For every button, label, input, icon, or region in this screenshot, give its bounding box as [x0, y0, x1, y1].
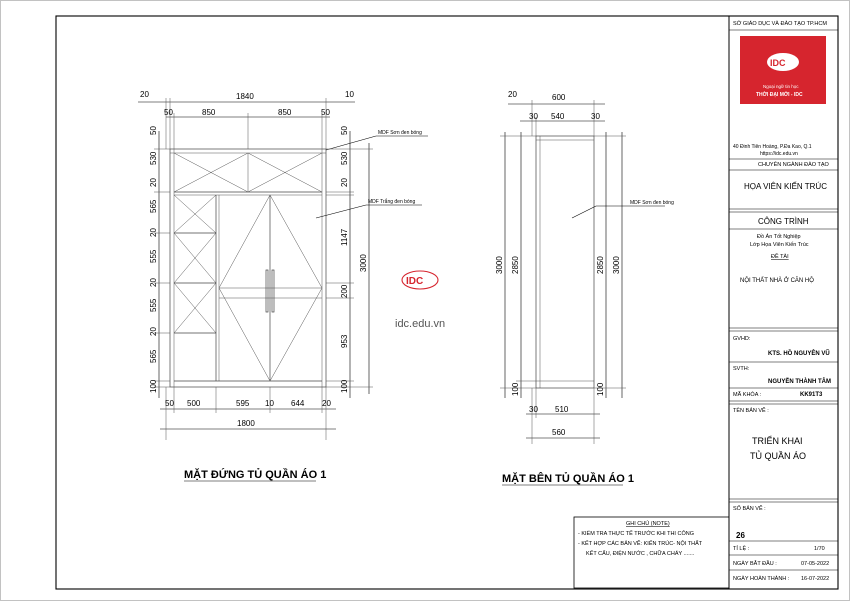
tb-dept: SỞ GIÁO DỤC VÀ ĐÀO TẠO TP.HCM [733, 21, 827, 27]
tb-topic: NỘI THẤT NHÀ Ở CĂN HỘ [740, 278, 814, 284]
front-top-dim-4: 50 [164, 108, 173, 117]
door-handle-right [272, 270, 274, 312]
front-bottom-dim-6: 20 [322, 399, 331, 408]
watermark-url: idc.edu.vn [395, 318, 446, 330]
tb-logo-sub-1: Ngoại ngữ tin học [763, 84, 799, 89]
front-top-dim-5: 850 [202, 108, 216, 117]
front-left-dim-6: 555 [149, 249, 158, 263]
title-block [729, 16, 838, 589]
front-right-dim-2: 530 [340, 151, 349, 165]
notes-title: GHI CHÚ (NOTE) [626, 521, 670, 527]
tb-sheet-name-label: TÊN BẢN VẼ : [733, 408, 769, 414]
side-bottom-dim-1: 30 [529, 405, 538, 414]
tb-sheet-no-label: SỐ BẢN VẼ : [733, 506, 766, 512]
front-top-dim-3: 10 [345, 90, 354, 99]
side-top-dim-4: 540 [551, 112, 565, 121]
front-right-dim-1: 50 [340, 126, 349, 135]
front-view-title: MẶT ĐỨNG TỦ QUẦN ÁO 1 [184, 469, 327, 481]
side-top-dim-2: 600 [552, 93, 566, 102]
front-left-dim-8: 555 [149, 298, 158, 312]
tb-website: https://idc.edu.vn [760, 151, 798, 157]
front-top-dim-7: 50 [321, 108, 330, 117]
side-right-dim-3: 100 [596, 382, 605, 396]
front-label-top: MDF Sơn đen bóng [378, 130, 422, 136]
front-right-dim-7: 100 [340, 379, 349, 393]
tb-sheet-name-1: TRIỂN KHAI [752, 436, 803, 446]
notes-box [574, 517, 729, 588]
front-bottom-dim-1: 50 [165, 399, 174, 408]
side-left-dim-2: 2850 [511, 256, 520, 274]
tb-project-line-1: Đồ Án Tốt Nghiệp [757, 234, 801, 240]
tb-start: 07-05-2022 [801, 561, 830, 567]
tb-sheet-no: 26 [736, 531, 745, 540]
front-right-dim-3: 20 [340, 178, 349, 187]
front-bottom-total: 1800 [237, 419, 255, 428]
front-elevation [138, 90, 428, 481]
notes-line-1: - KIỂM TRA THỰC TẾ TRƯỚC KHI THI CÔNG [578, 531, 694, 537]
tb-logo-text: IDC [770, 58, 786, 68]
side-cabinet-outline [536, 136, 594, 388]
front-top-dim-total: 1840 [236, 92, 254, 101]
front-left-dim-3: 20 [149, 178, 158, 187]
front-left-dim-7: 20 [149, 278, 158, 287]
front-right-dim-6: 953 [340, 334, 349, 348]
tb-gvhd-label: GVHD: [733, 336, 751, 342]
notes-line-3: KẾT CẤU, ĐIỆN NƯỚC , CHỮA CHÁY ....... [586, 551, 695, 557]
side-right-dim-2: 3000 [612, 256, 621, 274]
tb-svth: NGUYỄN THÀNH TÂM [768, 379, 831, 385]
side-right-dim-1: 2850 [596, 256, 605, 274]
tb-topic-label: ĐỀ TÀI [771, 254, 789, 260]
tb-start-label: NGÀY BẮT ĐẦU : [733, 561, 777, 567]
tb-scale-label: TỈ LỆ : [733, 546, 750, 552]
front-bottom-dim-3: 595 [236, 399, 250, 408]
watermark-logo-text: IDC [406, 276, 424, 287]
front-left-dim-11: 100 [149, 379, 158, 393]
tb-logo-sub-2: THỜI ĐẠI MỚI - IDC [756, 92, 803, 98]
side-view-title: MẶT BÊN TỦ QUẦN ÁO 1 [502, 473, 634, 485]
front-left-dim-9: 20 [149, 327, 158, 336]
side-bottom-dim-2: 510 [555, 405, 569, 414]
tb-specialty: HỌA VIÊN KIẾN TRÚC [744, 182, 827, 191]
front-left-dim-4: 565 [149, 199, 158, 213]
front-left-dim-1: 50 [149, 126, 158, 135]
watermark [395, 271, 445, 330]
tb-end: 16-07-2022 [801, 576, 830, 582]
tb-svth-label: SVTH: [733, 366, 750, 372]
side-elevation [495, 90, 674, 485]
front-bottom-dim-4: 10 [265, 399, 274, 408]
front-top-dim-1: 20 [140, 90, 149, 99]
tb-project-line-2: Lớp Họa Viên Kiến Trúc [750, 242, 809, 248]
front-right-dim-total: 3000 [359, 254, 368, 272]
tb-end-label: NGÀY HOÀN THÀNH : [733, 576, 790, 582]
front-top-dim-6: 850 [278, 108, 292, 117]
side-top-dim-1: 20 [508, 90, 517, 99]
side-left-dim-3: 100 [511, 382, 520, 396]
side-left-dim-1: 3000 [495, 256, 504, 274]
front-label-mid: MDF Trắng đen bóng [368, 199, 416, 205]
tb-project-label: CÔNG TRÌNH [758, 217, 809, 226]
front-bottom-dim-5: 644 [291, 399, 305, 408]
front-right-dim-4: 1147 [340, 228, 349, 246]
outer-border [1, 1, 850, 601]
tb-makhoa: KK91T3 [800, 392, 823, 398]
tb-sheet-name-2: TỦ QUẦN ÁO [750, 451, 807, 461]
side-top-dim-3: 30 [529, 112, 538, 121]
side-top-dim-5: 30 [591, 112, 600, 121]
door-handle-left [266, 270, 268, 312]
side-label: MDF Sơn đen bóng [630, 200, 674, 206]
side-bottom-total: 560 [552, 428, 566, 437]
tb-specialty-label: CHUYÊN NGÀNH ĐÀO TẠO [758, 162, 829, 168]
notes-line-2: - KẾT HỢP CÁC BẢN VẼ: KIẾN TRÚC- NỘI THẤT [578, 541, 703, 547]
tb-gvhd: KTS. HỒ NGUYÊN VŨ [768, 351, 830, 357]
tb-makhoa-label: MÃ KHÓA : [733, 392, 762, 398]
tb-address: 40 Đinh Tiên Hoàng, P.Đa Kao, Q.1 [733, 144, 812, 150]
tb-scale: 1/70 [814, 546, 825, 552]
front-left-dim-10: 565 [149, 349, 158, 363]
front-left-dim-5: 20 [149, 228, 158, 237]
front-right-dim-5: 200 [340, 284, 349, 298]
front-bottom-dim-2: 500 [187, 399, 201, 408]
front-left-dim-2: 530 [149, 151, 158, 165]
